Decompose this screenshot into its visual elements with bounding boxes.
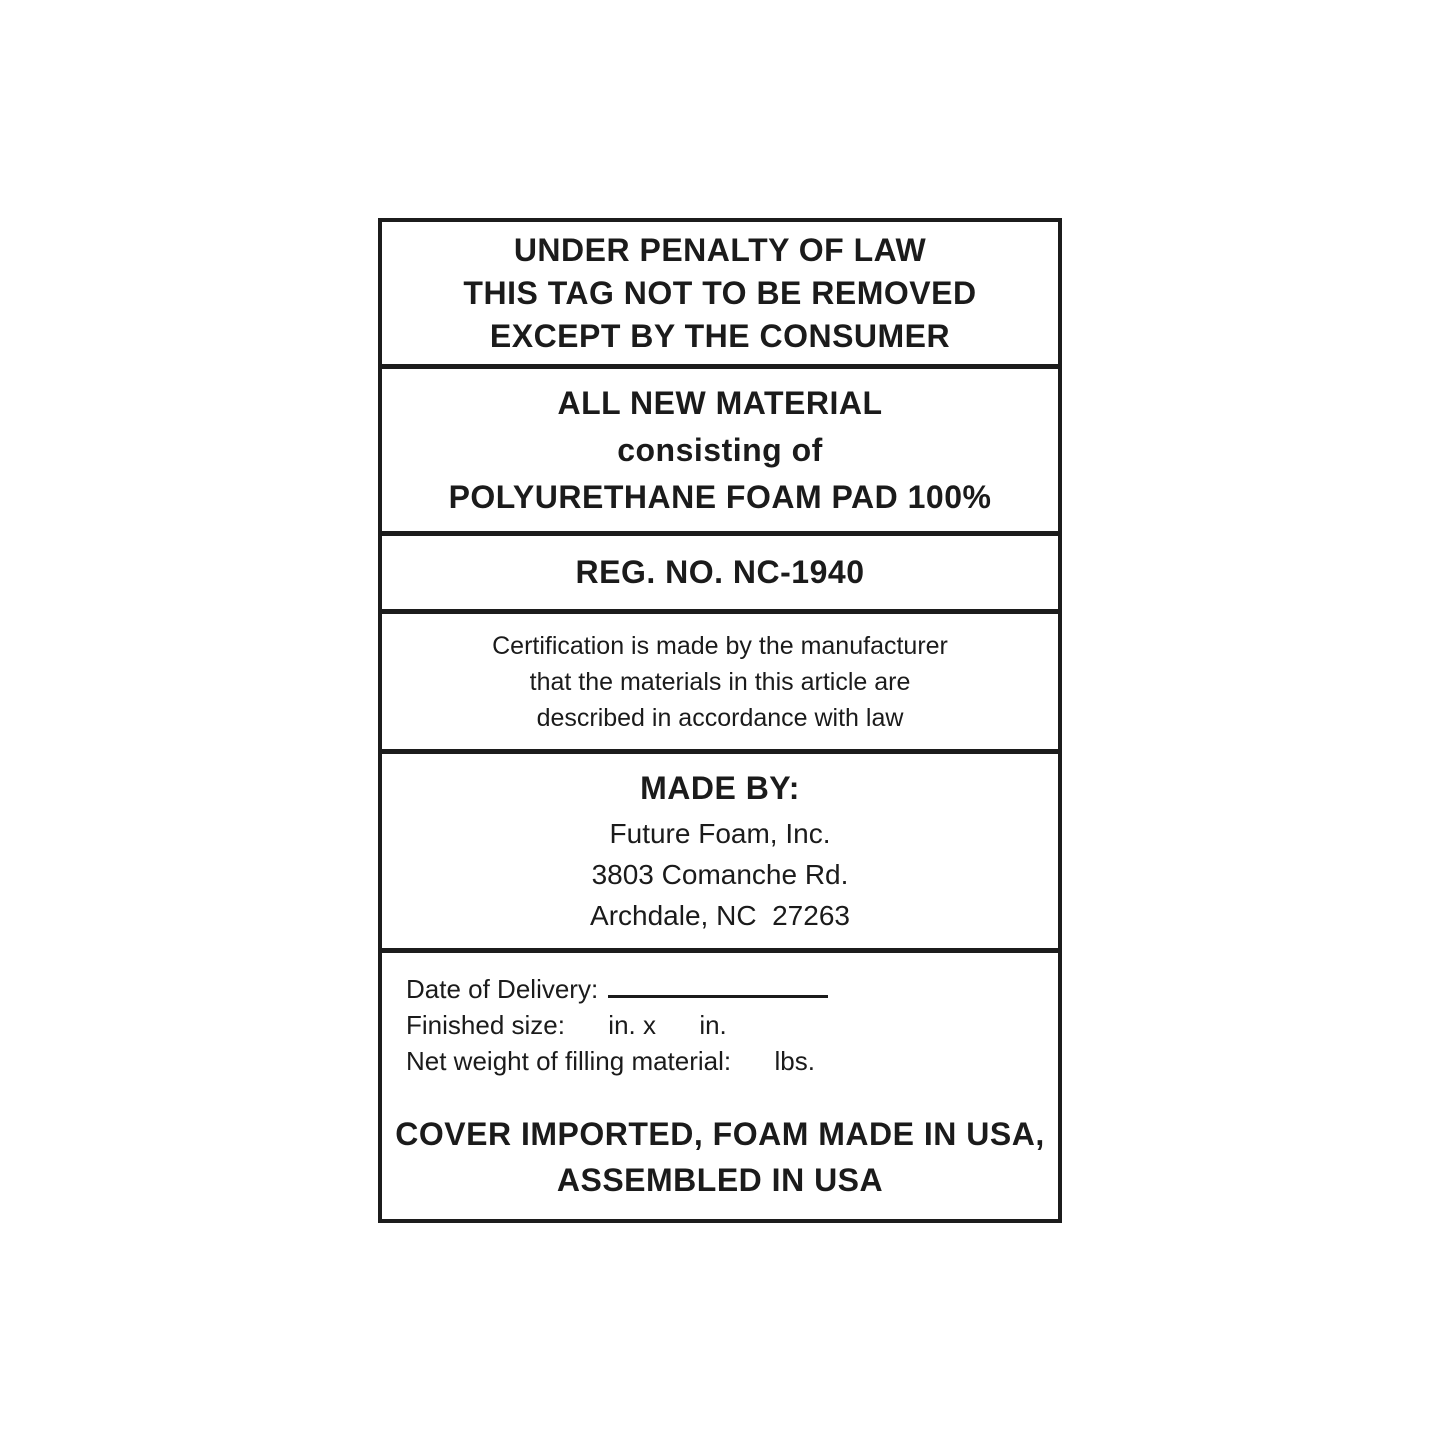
- made-by-section: [382, 754, 1058, 953]
- date-of-delivery-label: Date of Delivery:: [406, 974, 599, 1004]
- material-line: POLYURETHANE FOAM PAD 100%: [448, 478, 992, 515]
- law-label-tag: [378, 218, 1062, 1223]
- certification-section: [382, 614, 1058, 754]
- finished-size-row: Finished size: in. x in.: [406, 1010, 727, 1040]
- date-of-delivery-blank-line: [608, 995, 828, 998]
- manufacturer-city-state-zip: Archdale, NC 27263: [590, 900, 850, 931]
- material-line: ALL NEW MATERIAL: [557, 384, 883, 421]
- origin-line: ASSEMBLED IN USA: [556, 1162, 884, 1198]
- fill-in-fields: [382, 971, 1058, 1079]
- origin-line: COVER IMPORTED, FOAM MADE IN USA,: [395, 1116, 1045, 1152]
- registration-section: [382, 536, 1058, 614]
- certification-line: Certification is made by the manufacturer: [492, 631, 948, 660]
- made-by-heading: MADE BY:: [640, 770, 800, 806]
- net-weight-row: Net weight of filling material: lbs.: [406, 1046, 815, 1076]
- penalty-section: [382, 222, 1058, 369]
- manufacturer-name: Future Foam, Inc.: [609, 818, 831, 849]
- penalty-line: UNDER PENALTY OF LAW: [513, 231, 927, 268]
- material-line: consisting of: [617, 431, 823, 468]
- manufacturer-street: 3803 Comanche Rd.: [591, 859, 849, 890]
- origin-statement: [382, 1111, 1058, 1203]
- details-section: [382, 953, 1058, 1219]
- registration-number: REG. NO. NC-1940: [575, 554, 865, 590]
- certification-line: that the materials in this article are: [529, 667, 911, 696]
- date-of-delivery-row: [406, 971, 1048, 1007]
- penalty-line: EXCEPT BY THE CONSUMER: [489, 317, 951, 354]
- certification-line: described in accordance with law: [536, 703, 904, 732]
- penalty-line: THIS TAG NOT TO BE REMOVED: [463, 274, 977, 311]
- material-section: [382, 369, 1058, 536]
